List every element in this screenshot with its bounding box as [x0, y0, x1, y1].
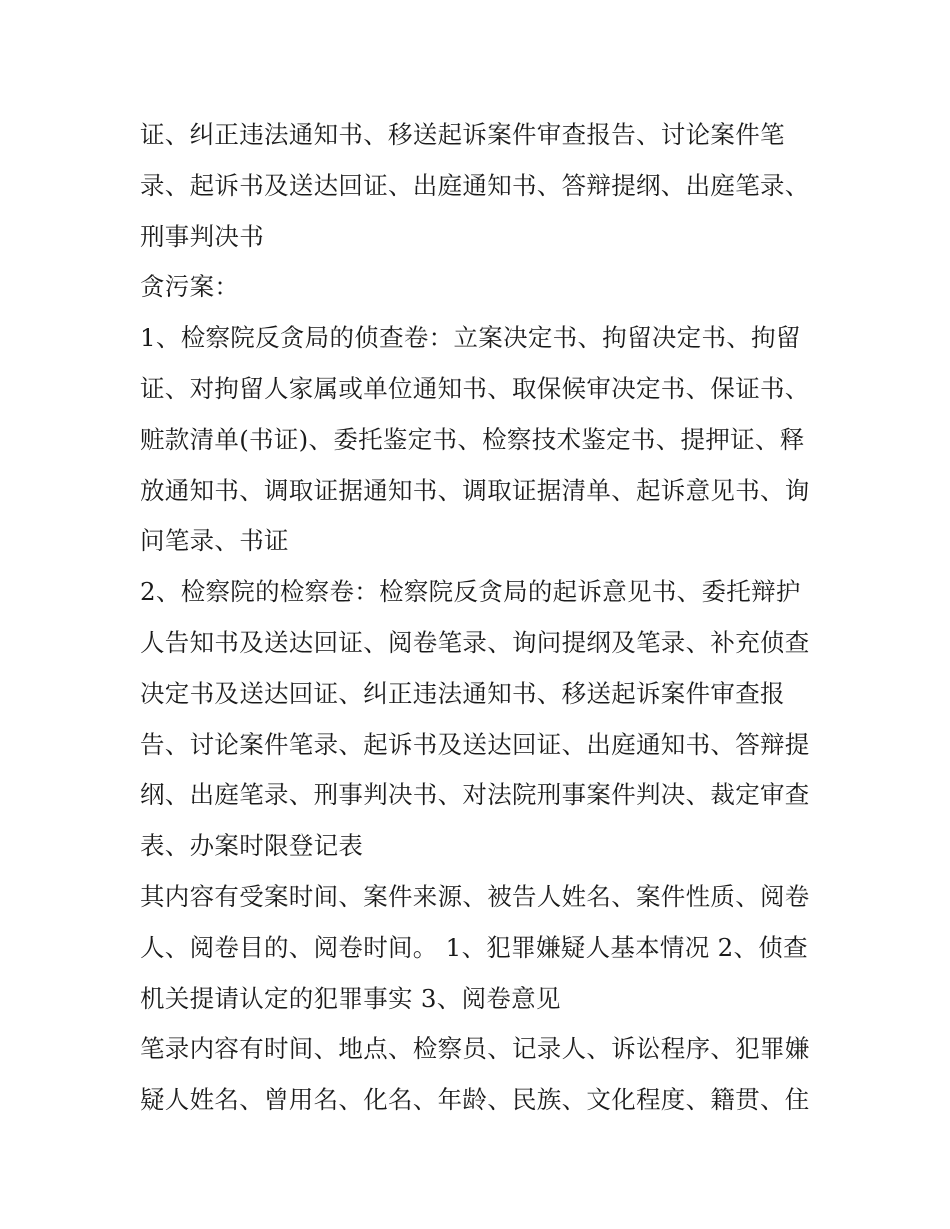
text-line: 证、对拘留人家属或单位通知书、取保候审决定书、保证书、: [140, 373, 810, 403]
text-line: 放通知书、调取证据通知书、调取证据清单、起诉意见书、询: [140, 475, 810, 505]
text-line: 证、纠正违法通知书、移送起诉案件审查报告、讨论案件笔: [140, 120, 785, 149]
text-line: 笔录内容有时间、地点、检察员、记录人、诉讼程序、犯罪嫌: [140, 1034, 810, 1064]
text-line: 纲、出庭笔录、刑事判决书、对法院刑事案件判决、裁定审查: [140, 780, 810, 810]
text-line: 录、起诉书及送达回证、出庭通知书、答辩提纲、出庭笔录、: [140, 170, 810, 200]
text-line: 人告知书及送达回证、阅卷笔录、询问提纲及笔录、补充侦查: [140, 627, 810, 657]
text-line: 人、阅卷目的、阅卷时间。 1、犯罪嫌疑人基本情况 2、侦查: [140, 932, 808, 962]
text-line: 问笔录、书证: [140, 526, 289, 556]
section-heading: 贪污案：: [140, 272, 240, 302]
text-line: 刑事判决书: [140, 221, 264, 251]
text-line: 机关提请认定的犯罪事实 3、阅卷意见: [140, 983, 561, 1013]
text-line: 告、讨论案件笔录、起诉书及送达回证、出庭通知书、答辩提: [140, 729, 810, 759]
text-line: 决定书及送达回证、纠正违法通知书、移送起诉案件审查报: [140, 678, 785, 708]
text-line: 2、检察院的检察卷：检察院反贪局的起诉意见书、委托辩护: [140, 577, 801, 607]
text-line: 疑人姓名、曾用名、化名、年龄、民族、文化程度、籍贯、住: [140, 1085, 810, 1115]
text-line: 1、检察院反贪局的侦查卷：立案决定书、拘留决定书、拘留: [140, 323, 801, 353]
text-line: 其内容有受案时间、案件来源、被告人姓名、案件性质、阅卷: [140, 881, 810, 911]
document-body: [140, 110, 816, 1126]
text-line: 赃款清单(书证)、委托鉴定书、检察技术鉴定书、提押证、释: [140, 424, 805, 454]
text-line: 表、办案时限登记表: [140, 831, 364, 861]
